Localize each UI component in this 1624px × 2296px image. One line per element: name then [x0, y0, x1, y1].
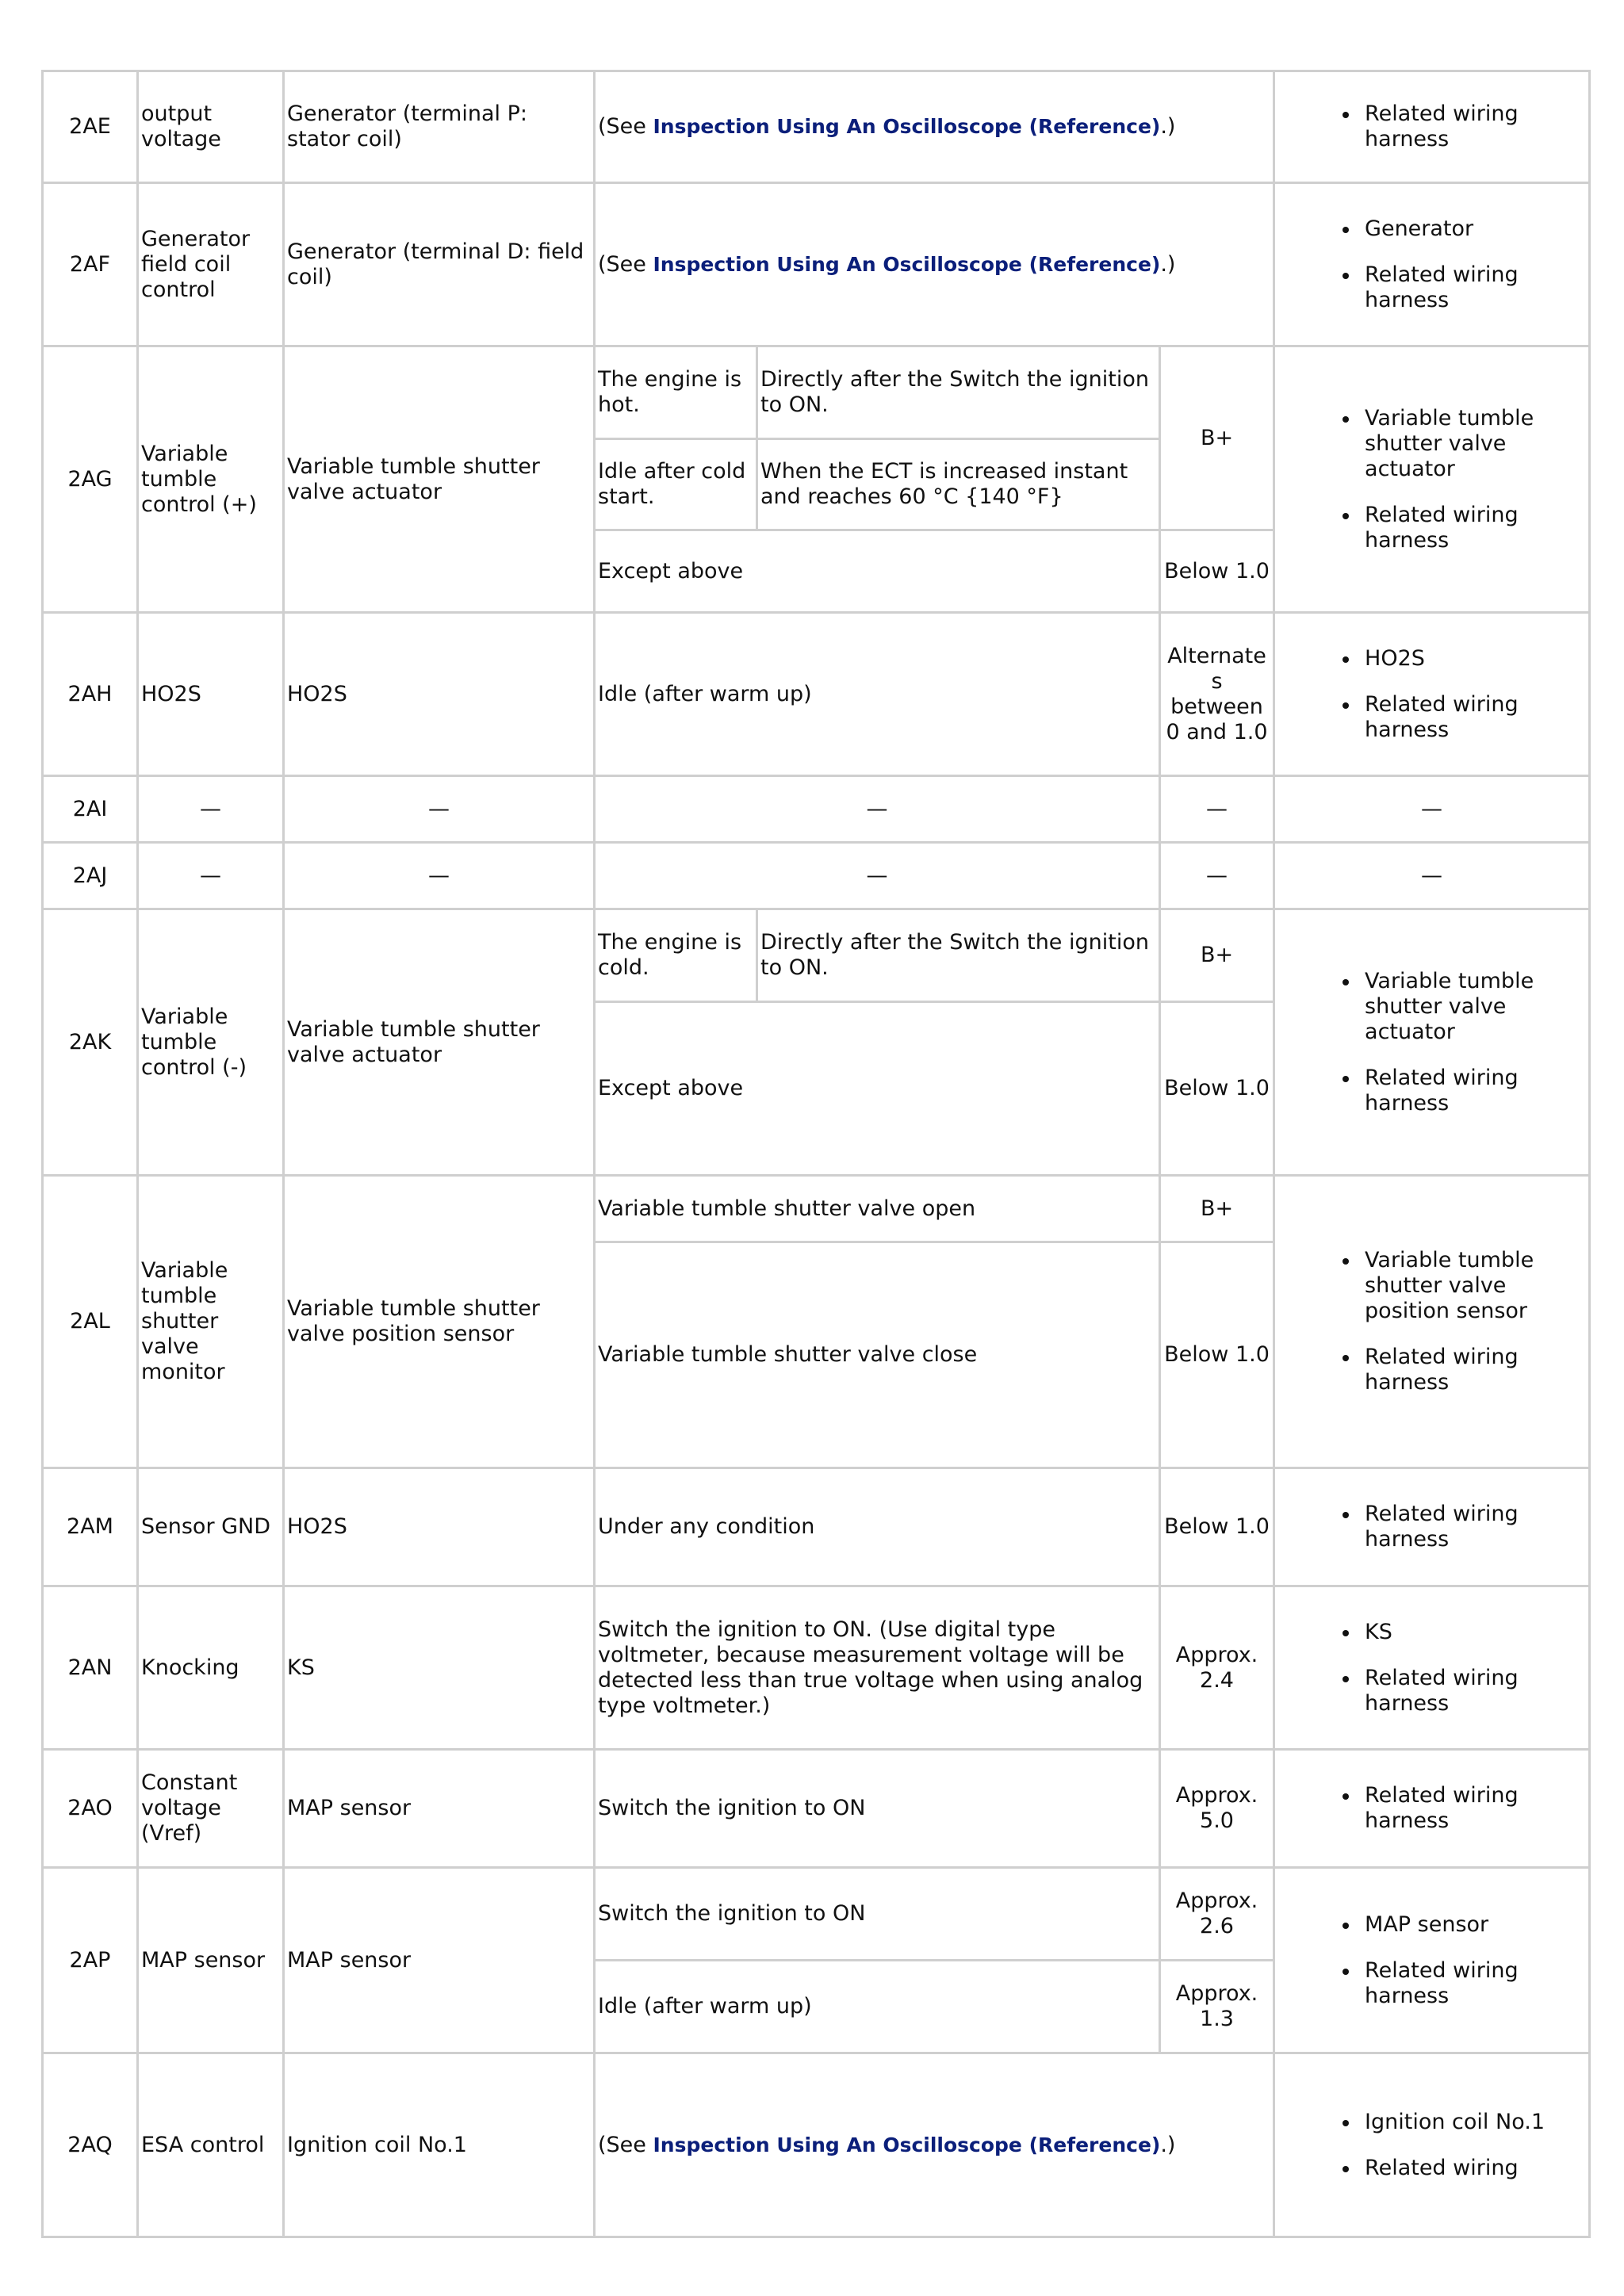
list-item: Variable tumble shutter valve actuator: [1365, 969, 1586, 1045]
condition-cell: The engine is cold.: [595, 909, 757, 1002]
inspection-item-cell: [1274, 1468, 1590, 1586]
inspection-item-list: [1277, 1248, 1586, 1395]
table-row: [43, 1586, 1590, 1750]
oscilloscope-inspection-link[interactable]: Inspection Using An Oscilloscope (Reference): [653, 2133, 1161, 2156]
terminal-cell: 2AL: [43, 1176, 138, 1468]
condition-detail-cell: Directly after the Switch the ignition to ON.: [757, 909, 1160, 1002]
list-item: Related wiring harness: [1365, 1666, 1586, 1716]
list-item: KS: [1365, 1620, 1586, 1645]
terminal-cell: 2AO: [43, 1750, 138, 1868]
device-cell: Generator (terminal P: stator coil): [284, 71, 595, 183]
inspection-item-cell: [1274, 1750, 1590, 1868]
device-cell: Variable tumble shutter valve position sensor: [284, 1176, 595, 1468]
connected-to-cell: Generator field coil control: [138, 183, 284, 346]
list-item: Related wiring harness: [1365, 1066, 1586, 1116]
list-item: Variable tumble shutter valve position sensor: [1365, 1248, 1586, 1324]
device-cell: Variable tumble shutter valve actuator: [284, 909, 595, 1176]
terminal-voltage-table: [41, 70, 1591, 2238]
terminal-cell: 2AG: [43, 346, 138, 613]
terminal-cell: 2AK: [43, 909, 138, 1176]
device-cell: —: [284, 776, 595, 843]
inspection-item-list: [1277, 406, 1586, 553]
terminal-cell: 2AP: [43, 1868, 138, 2053]
inspection-item-cell: [1274, 183, 1590, 346]
inspection-item-cell: [1274, 346, 1590, 613]
inspection-item-list: [1277, 1783, 1586, 1834]
list-item: Ignition coil No.1: [1365, 2110, 1586, 2135]
condition-cell: Idle after cold start.: [595, 439, 757, 530]
device-cell: Generator (terminal D: field coil): [284, 183, 595, 346]
voltage-cell: Below 1.0: [1160, 1242, 1274, 1468]
table-row: [43, 1468, 1590, 1586]
connected-to-cell: Sensor GND: [138, 1468, 284, 1586]
inspection-item-cell: [1274, 613, 1590, 776]
condition-cell: Except above: [595, 1002, 1160, 1176]
table-row: [43, 1176, 1590, 1242]
terminal-cell: 2AN: [43, 1586, 138, 1750]
table-row: [43, 613, 1590, 776]
condition-detail-cell: When the ECT is increased instant and reaches 60 °C {140 °F}: [757, 439, 1160, 530]
condition-cell: Variable tumble shutter valve close: [595, 1242, 1160, 1468]
connected-to-cell: Constant voltage (Vref): [138, 1750, 284, 1868]
terminal-cell: 2AQ: [43, 2053, 138, 2237]
voltage-cell: Below 1.0: [1160, 1468, 1274, 1586]
condition-detail-cell: Directly after the Switch the ignition to ON.: [757, 346, 1160, 439]
voltage-cell: Alternates between 0 and 1.0: [1160, 613, 1274, 776]
list-item: Related wiring harness: [1365, 503, 1586, 553]
device-cell: MAP sensor: [284, 1750, 595, 1868]
list-item: Related wiring harness: [1365, 1345, 1586, 1395]
list-item: Generator: [1365, 216, 1586, 242]
terminal-cell: 2AM: [43, 1468, 138, 1586]
voltage-cell: B+: [1160, 1176, 1274, 1242]
condition-cell: Idle (after warm up): [595, 1961, 1160, 2053]
list-item: MAP sensor: [1365, 1912, 1586, 1938]
condition-cell: (See Inspection Using An Oscilloscope (Reference).): [595, 71, 1274, 183]
inspection-item-list: [1277, 646, 1586, 743]
list-item: Variable tumble shutter valve actuator: [1365, 406, 1586, 482]
table-row: [43, 1750, 1590, 1868]
terminal-cell: 2AI: [43, 776, 138, 843]
table-row: [43, 1868, 1590, 1961]
condition-cell: (See Inspection Using An Oscilloscope (Reference).): [595, 183, 1274, 346]
list-item: HO2S: [1365, 646, 1586, 672]
inspection-item-cell: —: [1274, 843, 1590, 909]
inspection-item-list: [1277, 1502, 1586, 1552]
condition-cell: Switch the ignition to ON: [595, 1868, 1160, 1961]
connected-to-cell: Variable tumble shutter valve monitor: [138, 1176, 284, 1468]
condition-cell: Switch the ignition to ON: [595, 1750, 1160, 1868]
list-item: Related wiring harness: [1365, 1783, 1586, 1834]
device-cell: HO2S: [284, 613, 595, 776]
voltage-cell: B+: [1160, 346, 1274, 530]
list-item: Related wiring harness: [1365, 1502, 1586, 1552]
device-cell: MAP sensor: [284, 1868, 595, 2053]
table-row: [43, 909, 1590, 1002]
inspection-item-list: [1277, 216, 1586, 313]
device-cell: —: [284, 843, 595, 909]
inspection-item-cell: —: [1274, 776, 1590, 843]
voltage-cell: Below 1.0: [1160, 530, 1274, 613]
connected-to-cell: Variable tumble control (+): [138, 346, 284, 613]
terminal-cell: 2AF: [43, 183, 138, 346]
device-cell: Ignition coil No.1: [284, 2053, 595, 2237]
terminal-cell: 2AJ: [43, 843, 138, 909]
terminal-cell: 2AH: [43, 613, 138, 776]
voltage-cell: Below 1.0: [1160, 1002, 1274, 1176]
table-row: [43, 2053, 1590, 2237]
oscilloscope-inspection-link[interactable]: Inspection Using An Oscilloscope (Reference): [653, 115, 1161, 138]
list-item: Related wiring harness: [1365, 101, 1586, 152]
connected-to-cell: ESA control: [138, 2053, 284, 2237]
list-item: Related wiring: [1365, 2156, 1586, 2181]
inspection-item-cell: [1274, 909, 1590, 1176]
voltage-cell: Approx. 2.6: [1160, 1868, 1274, 1961]
voltage-cell: Approx. 5.0: [1160, 1750, 1274, 1868]
condition-cell: The engine is hot.: [595, 346, 757, 439]
condition-cell: Except above: [595, 530, 1160, 613]
voltage-cell: B+: [1160, 909, 1274, 1002]
inspection-item-cell: [1274, 1868, 1590, 2053]
terminal-cell: 2AE: [43, 71, 138, 183]
connected-to-cell: —: [138, 776, 284, 843]
voltage-cell: —: [1160, 843, 1274, 909]
connected-to-cell: Variable tumble control (-): [138, 909, 284, 1176]
oscilloscope-inspection-link[interactable]: Inspection Using An Oscilloscope (Reference): [653, 252, 1161, 276]
list-item: Related wiring harness: [1365, 262, 1586, 313]
inspection-item-cell: [1274, 1176, 1590, 1468]
inspection-item-cell: [1274, 2053, 1590, 2237]
inspection-item-list: [1277, 1620, 1586, 1716]
voltage-cell: Approx. 2.4: [1160, 1586, 1274, 1750]
device-cell: Variable tumble shutter valve actuator: [284, 346, 595, 613]
table-row: [43, 776, 1590, 843]
inspection-item-list: [1277, 1912, 1586, 2009]
table-row: [43, 71, 1590, 183]
condition-cell: Switch the ignition to ON. (Use digital type voltmeter, because measurement voltage will be detected less than true voltage when using analog type voltmeter.): [595, 1586, 1160, 1750]
condition-cell: —: [595, 776, 1160, 843]
list-item: Related wiring harness: [1365, 1958, 1586, 2009]
condition-cell: Under any condition: [595, 1468, 1160, 1586]
condition-cell: Variable tumble shutter valve open: [595, 1176, 1160, 1242]
connected-to-cell: output voltage: [138, 71, 284, 183]
connected-to-cell: —: [138, 843, 284, 909]
connected-to-cell: Knocking: [138, 1586, 284, 1750]
condition-cell: (See Inspection Using An Oscilloscope (Reference).): [595, 2053, 1274, 2237]
device-cell: KS: [284, 1586, 595, 1750]
device-cell: HO2S: [284, 1468, 595, 1586]
list-item: Related wiring harness: [1365, 692, 1586, 743]
voltage-cell: —: [1160, 776, 1274, 843]
inspection-item-list: [1277, 969, 1586, 1116]
inspection-item-cell: [1274, 1586, 1590, 1750]
connected-to-cell: MAP sensor: [138, 1868, 284, 2053]
inspection-item-list: [1277, 101, 1586, 152]
inspection-item-cell: [1274, 71, 1590, 183]
condition-cell: —: [595, 843, 1160, 909]
condition-cell: Idle (after warm up): [595, 613, 1160, 776]
connected-to-cell: HO2S: [138, 613, 284, 776]
voltage-cell: Approx. 1.3: [1160, 1961, 1274, 2053]
table-row: [43, 183, 1590, 346]
table-row: [43, 346, 1590, 439]
table-row: [43, 843, 1590, 909]
inspection-item-list: [1277, 2110, 1586, 2181]
